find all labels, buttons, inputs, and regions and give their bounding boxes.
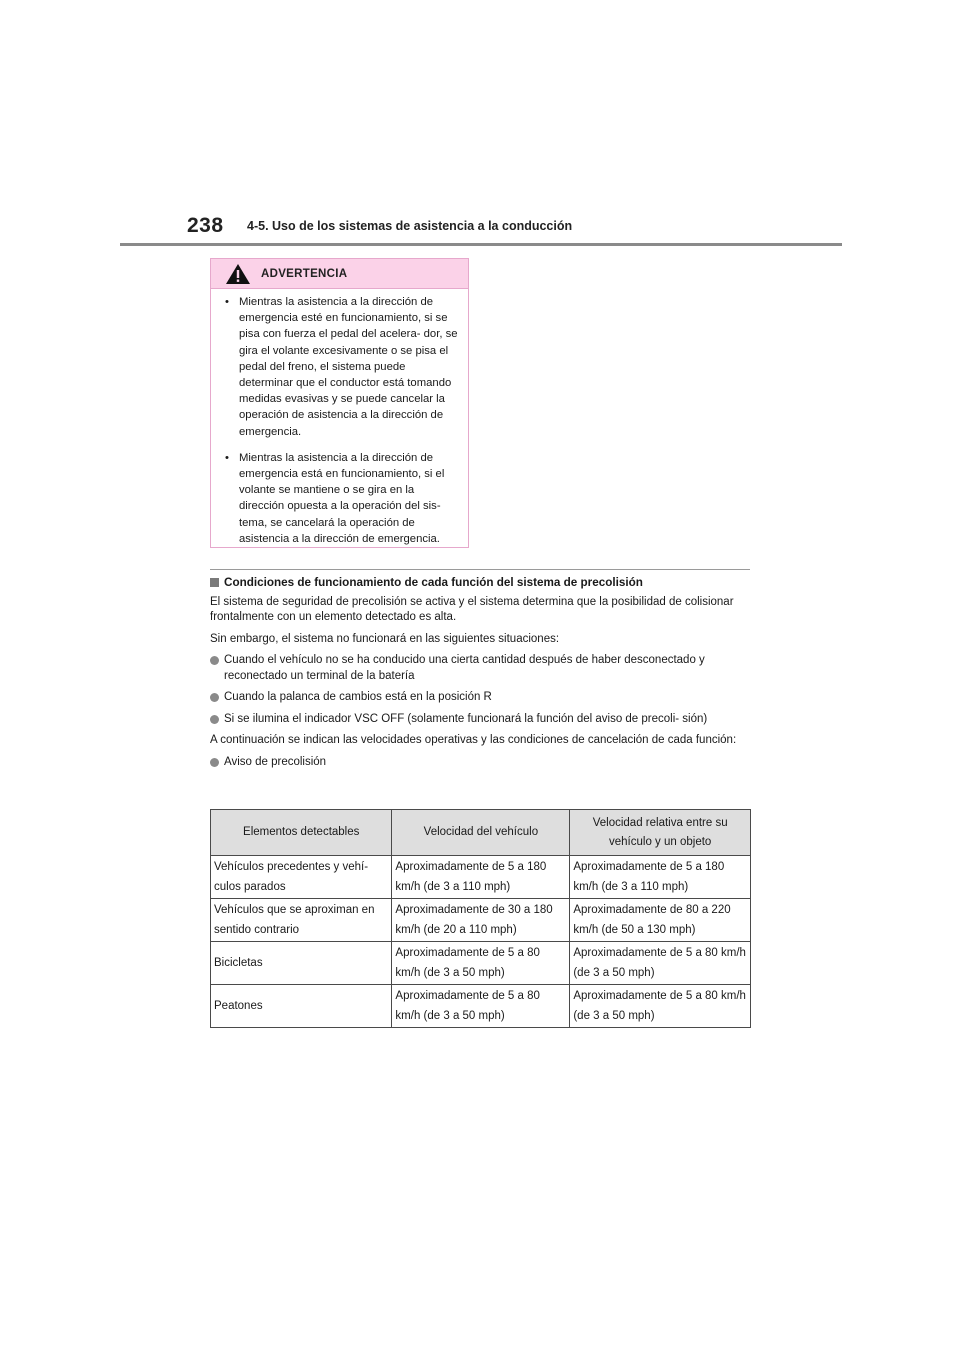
circle-bullet-icon (210, 715, 219, 724)
dot-bullet-icon: • (225, 451, 229, 464)
speeds-intro: A continuación se indican las velocidades operativas y las condiciones de cancelación de cada función: (210, 734, 737, 746)
warning-item (225, 450, 458, 547)
page-number: 238 (187, 214, 224, 237)
table-cell: Peatones (211, 985, 392, 1028)
table-cell: Aproximadamente de 5 a 80 km/h (de 3 a 50 mph) (570, 985, 751, 1028)
warning-title: ADVERTENCIA (261, 267, 348, 280)
warning-body (211, 289, 468, 547)
warning-header (211, 259, 468, 289)
table-cell: Aproximadamente de 30 a 180 km/h (de 20 a 110 mph) (392, 899, 570, 942)
exception-text: Cuando el vehículo no se ha conducido una cierta cantidad después de haber desconectado y reconectado un terminal de la batería (224, 654, 705, 682)
exceptions-intro: Sin embargo, el sistema no funcionará en las siguientes situaciones: (210, 632, 560, 645)
table-cell: Aproximadamente de 5 a 80 km/h (de 3 a 50 mph) (392, 942, 570, 985)
table-row (211, 942, 751, 985)
circle-bullet-icon (210, 758, 219, 767)
table-cell: Aproximadamente de 5 a 180 km/h (de 3 a 110 mph) (570, 856, 751, 899)
table-cell: Aproximadamente de 5 a 80 km/h (de 3 a 50 mph) (392, 985, 570, 1028)
speed-table (210, 809, 751, 1028)
exception-text: Cuando la palanca de cambios está en la posición R (224, 691, 492, 703)
table-cell: Vehículos precedentes y vehí- culos parados (211, 856, 392, 899)
table-cell: Vehículos que se aproximan en sentido contrario (211, 899, 392, 942)
section-divider (210, 569, 750, 570)
warning-item-text: Mientras la asistencia a la dirección de emergencia esté en funcionamiento, si se pisa con fuerza el pedal del acelera- dor, se gira el volante excesivamente o se pisa el pedal del freno, el sistema puede determinar que el conductor está tomando medidas evasivas y se puede cancelar la operación de asistencia a la dirección de emergencia. (239, 296, 458, 438)
table-row (211, 899, 751, 942)
table-cell: Aproximadamente de 5 a 80 km/h (de 3 a 50 mph) (570, 942, 751, 985)
table-header-cell: Velocidad del vehículo (392, 810, 570, 856)
exception-item (210, 712, 755, 728)
table-header-cell: Elementos detectables (211, 810, 392, 856)
exception-item (210, 690, 755, 706)
main-content (210, 575, 755, 776)
table-row (211, 856, 751, 899)
intro-paragraph: El sistema de seguridad de precolisión se activa y el sistema determina que la posibilidad de colisionar frontalmente con un elemento detectado es alta. (210, 595, 734, 623)
exception-text: Si se ilumina el indicador VSC OFF (solamente funcionará la función del aviso de precoli- sión) (224, 712, 708, 725)
table-header-cell: Velocidad relativa entre su vehículo y un objeto (570, 810, 751, 856)
function-label: Aviso de precolisión (224, 755, 327, 768)
section-heading (210, 575, 755, 591)
square-icon (210, 578, 219, 587)
table-cell: Aproximadamente de 5 a 180 km/h (de 3 a 110 mph) (392, 856, 570, 899)
function-item (210, 755, 755, 771)
exception-item (210, 653, 755, 684)
table-cell: Aproximadamente de 80 a 220 km/h (de 50 a 130 mph) (570, 899, 751, 942)
section-title: 4-5. Uso de los sistemas de asistencia a la conducción (247, 219, 573, 233)
header-divider (120, 243, 842, 246)
warning-triangle-icon (225, 263, 251, 285)
warning-item (225, 294, 458, 440)
circle-bullet-icon (210, 656, 219, 665)
circle-bullet-icon (210, 693, 219, 702)
warning-box (210, 258, 469, 548)
dot-bullet-icon: • (225, 296, 229, 308)
warning-item-text: Mientras la asistencia a la dirección de emergencia está en funcionamiento, si el volante se mantiene o se gira en la dirección opuesta a la operación del sis- tema, se cancelará la operación de asistencia a la dirección de emergencia. (239, 451, 445, 545)
table-header-row (211, 810, 751, 856)
table-row (211, 985, 751, 1028)
section-heading-text: Condiciones de funcionamiento de cada función del sistema de precolisión (224, 576, 643, 589)
table-cell: Bicicletas (211, 942, 392, 985)
